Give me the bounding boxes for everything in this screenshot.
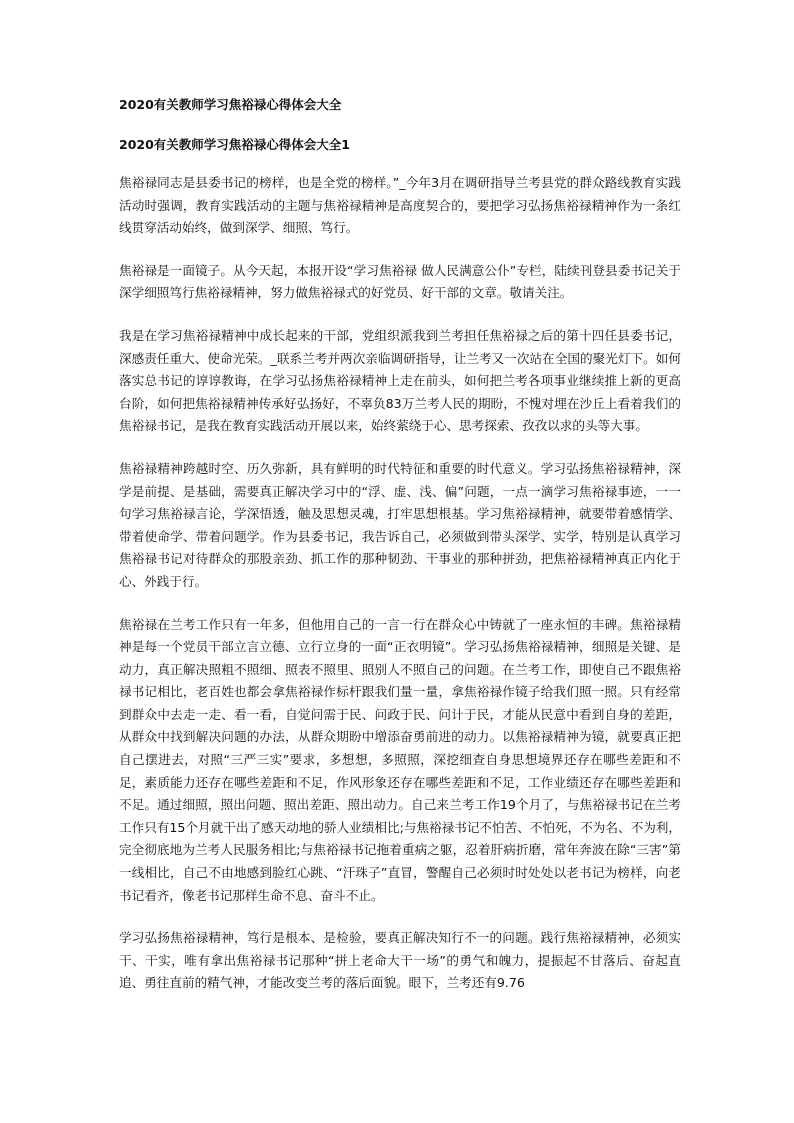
paragraph-2: 焦裕禄是一面镜子。从今天起，本报开设“学习焦裕禄 做人民满意公仆”专栏，陆续刊登县委书记关于深学细照笃行焦裕禄精神，努力做焦裕禄式的好党员、好干部的文章。敬请关注。 [119,262,681,301]
paragraph-3: 我是在学习焦裕禄精神中成长起来的干部，党组织派我到兰考担任焦裕禄之后的第十四任县委书记，深感责任重大、使命光荣。_联系兰考并两次亲临调研指导，让兰考又一次站在全国的聚光灯下。如何落实总书记的谆谆教诲，在学习弘扬焦裕禄精神上走在前头，如何把兰考各项事业继续推上新的更高台阶，如何把焦裕禄精神传承好弘扬好，不辜负83万兰考人民的期盼，不愧对埋在沙丘上看着我们的焦裕禄书记，是我在教育实践活动开展以来，始终萦绕于心、思考探索、孜孜以求的头等大事。 [119,327,681,434]
section-heading: 2020有关教师学习焦裕禄心得体会大全1 [119,137,350,152]
paragraph-5: 焦裕禄在兰考工作只有一年多，但他用自己的一言一行在群众心中铸就了一座永恒的丰碑。焦裕禄精神是每一个党员干部立言立德、立行立身的一面“正衣明镜”。学习弘扬焦裕禄精神，细照是关键、是动力，真正解决照粗不照细、照表不照里、照别人不照自己的问题。在兰考工作，即使自己不跟焦裕禄书记相比，老百姓也都会拿焦裕禄作标杆跟我们量一量，拿焦裕禄作镜子给我们照一照。只有经常到群众中去走一走、看一看，自觉问需于民、问政于民、问计于民，才能从民意中看到自身的差距，从群众中找到解决问题的办法，从群众期盼中增添奋勇前进的动力。以焦裕禄精神为镜，就要真正把自己摆进去，对照“三严三实”要求，多想想，多照照，深挖细查自身思想境界还存在哪些差距和不足，素质能力还存在哪些差距和不足，作风形象还存在哪些差距和不足，工作业绩还存在哪些差距和不足。通过细照，照出问题、照出差距、照出动力。自己来兰考工作19个月了，与焦裕禄书记在兰考工作只有15个月就干出了感天动地的骄人业绩相比;与焦裕禄书记不怕苦、不怕死，不为名、不为利，完全彻底地为兰考人民服务相比;与焦裕禄书记拖着重病之躯，忍着肝病折磨，常年奔波在除“三害”第一线相比，自己不由地感到脸红心跳、“汗珠子”直冒，警醒自己必须时时处处以老书记为榜样，向老书记看齐，像老书记那样生命不息、奋斗不止。 [119,616,681,903]
document-title: 2020有关教师学习焦裕禄心得体会大全 [119,97,342,112]
paragraph-1: 焦裕禄同志是县委书记的榜样，也是全党的榜样。”_今年3月在调研指导兰考县党的群众路线教育实践活动时强调，教育实践活动的主题与焦裕禄精神是高度契合的，要把学习弘扬焦裕禄精神作为一条红线贯穿活动始终，做到深学、细照、笃行。 [119,175,681,236]
paragraph-4: 焦裕禄精神跨越时空、历久弥新，具有鲜明的时代特征和重要的时代意义。学习弘扬焦裕禄精神，深学是前提、是基础，需要真正解决学习中的“浮、虚、浅、偏”问题，一点一滴学习焦裕禄事迹，一一句学习焦裕禄言论，学深悟透，触及思想灵魂，打牢思想根基。学习焦裕禄精神，就要带着感情学、带着使命学、带着问题学。作为县委书记，我告诉自己，必须做到带头深学、实学，特别是认真学习焦裕禄书记对待群众的那股亲劲、抓工作的那种韧劲、干事业的那种拼劲，把焦裕禄精神真正内化于心、外践于行。 [119,460,681,589]
document-page [119,96,681,1015]
paragraph-6: 学习弘扬焦裕禄精神，笃行是根本、是检验，要真正解决知行不一的问题。践行焦裕禄精神，必须实干、干实，唯有拿出焦裕禄书记那种“拼上老命大干一场”的勇气和魄力，提振起不甘落后、奋起直追、勇往直前的精气神，才能改变兰考的落后面貌。眼下，兰考还有9.76 [119,930,681,991]
